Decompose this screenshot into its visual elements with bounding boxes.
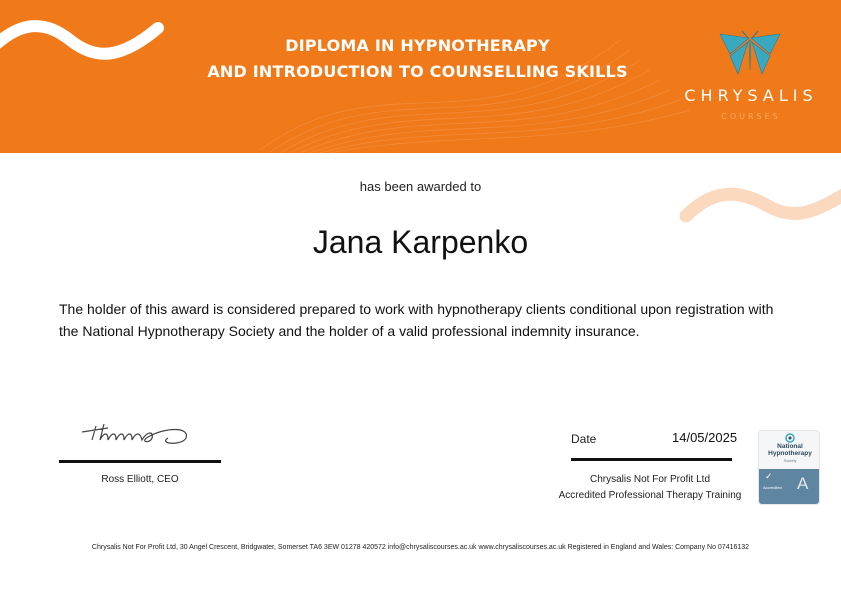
footer-address: Chrysalis Not For Profit Ltd, 30 Angel Crescent, Bridgwater, Somerset TA6 3EW 01278 420572 info@chrysaliscourses.ac.uk www.chrysaliscourses.ac.uk Registered in England and Wales: Company No 07416132 — [91, 544, 750, 551]
badge-status: Accredited — [763, 485, 782, 490]
awarded-text: has been awarded to — [359, 179, 482, 194]
butterfly-icon — [714, 30, 786, 76]
badge-title: National Hypnotherapy — [768, 443, 812, 457]
logo-subtitle: COURSES — [721, 112, 781, 121]
organisation-name: Chrysalis Not For Profit Ltd — [589, 474, 711, 485]
society-logo-icon — [759, 433, 820, 443]
award-statement: The holder of this award is considered prepared to work with hypnotherapy clients conditional upon registration with the National Hypnotherapy Society and the holder of a valid professional indemnity insurance. — [59, 301, 774, 339]
diploma-title-line2: AND INTRODUCTION TO COUNSELLING SKILLS — [207, 62, 628, 81]
date-line — [571, 458, 732, 461]
check-icon: ✓ — [765, 471, 773, 481]
badge-footer — [759, 469, 820, 505]
banner-wave-decoration — [0, 10, 170, 70]
badge-grade: A — [797, 474, 809, 493]
organisation-description: Accredited Professional Therapy Training — [558, 490, 742, 501]
signature-line — [59, 460, 221, 463]
diploma-title-line1: DIPLOMA IN HYPNOTHERAPY — [285, 36, 550, 55]
date-label: Date — [571, 432, 597, 446]
accreditation-badge — [758, 430, 820, 505]
date-value: 14/05/2025 — [672, 430, 738, 445]
recipient-name: Jana Karpenko — [312, 224, 529, 260]
logo-name: CHRYSALIS — [684, 86, 818, 105]
header-banner — [0, 0, 841, 153]
signature-image — [78, 418, 193, 450]
signatory-name: Ross Elliott, CEO — [101, 474, 179, 485]
badge-subtitle: Society — [783, 458, 797, 463]
